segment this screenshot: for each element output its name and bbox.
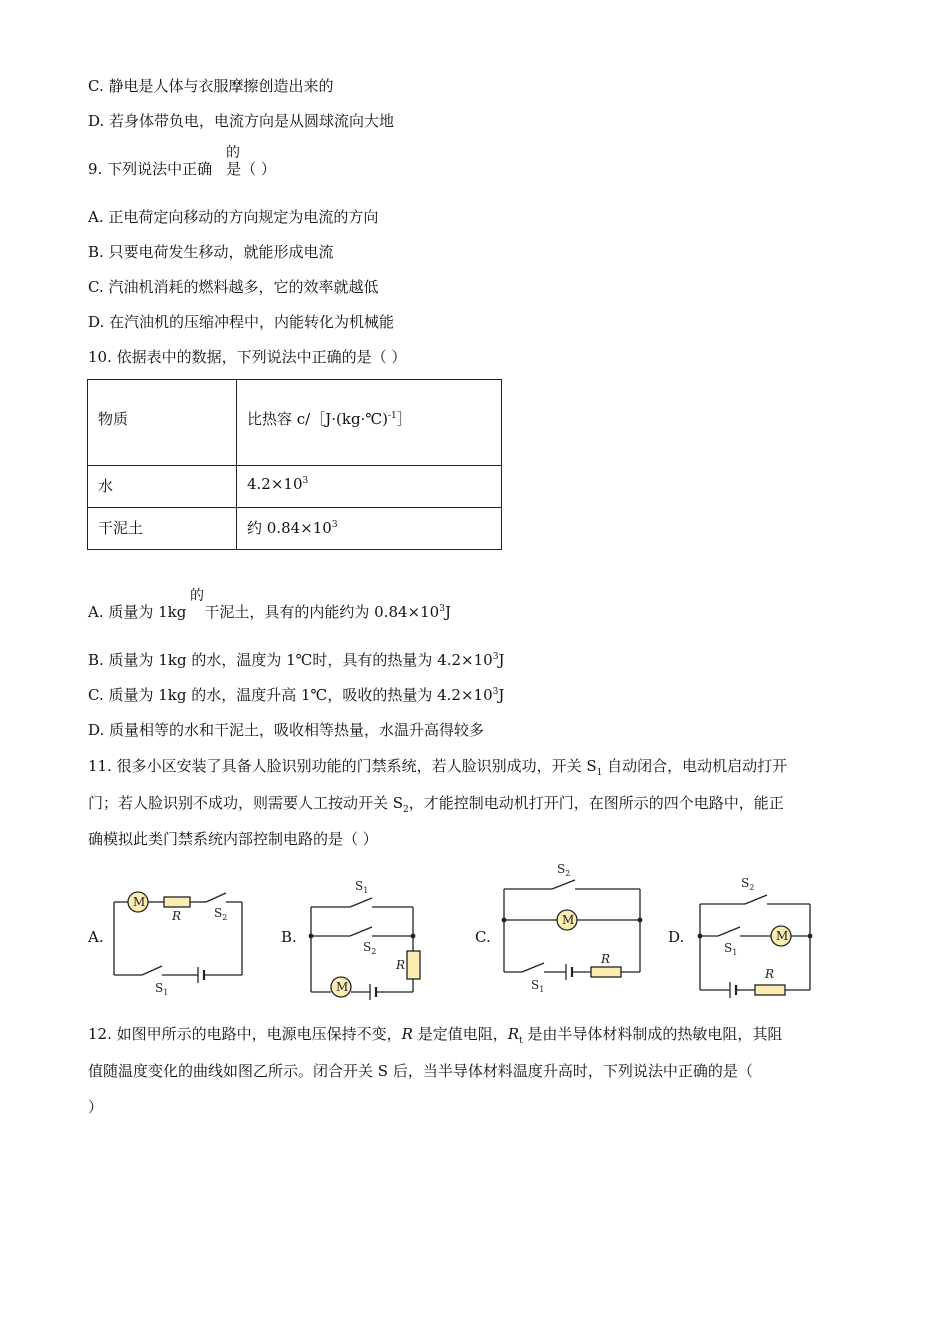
motor-label: M	[133, 895, 146, 909]
junction-dot	[808, 934, 813, 939]
stem-text: 是由半导体材料制成的热敏电阻，其阻	[522, 1025, 783, 1043]
circuit-c-label: C.	[475, 928, 491, 946]
q12-stem-line-2: 值随温度变化的曲线如图乙所示。闭合开关 S 后，当半导体材料温度升高时，下列说法中正确的是（	[88, 1062, 753, 1080]
q10-option-a	[88, 602, 451, 622]
opt-c-sup: 3	[492, 687, 499, 697]
table-row-soil-name: 干泥土	[88, 508, 237, 550]
circuit-d	[700, 895, 810, 998]
circuit-b-label: B.	[281, 928, 297, 946]
junction-dot	[309, 934, 314, 939]
stem-sub: 1	[596, 768, 603, 778]
circuit-c	[504, 880, 640, 980]
resistor-label: R	[765, 967, 775, 981]
header-text: 比热容 c/［J·(kg·℃)	[247, 410, 388, 428]
stem-rt: R	[507, 1025, 520, 1043]
stem-text: 是定值电阻，	[412, 1025, 508, 1043]
q11-stem-line-3: 确模拟此类门禁系统内部控制电路的是（ ）	[88, 830, 378, 848]
resistor-label: R	[172, 909, 182, 923]
resistor-label: R	[396, 958, 406, 972]
table-header-specific-heat	[237, 380, 502, 466]
q9-stem-text-a: 9. 下列说法中正确	[88, 160, 213, 178]
switch-label: $S_2$	[557, 862, 571, 878]
stem-r: R	[401, 1025, 413, 1043]
opt-c-pre: C. 质量为 1kg 的水，温度升高 1℃，吸收的热量为 4.2×10	[88, 686, 493, 704]
q9-floating-char: 的	[226, 145, 240, 161]
opt-b-pre: B. 质量为 1kg 的水，温度为 1℃时，具有的热量为 4.2×10	[88, 651, 493, 669]
q8-option-c: C. 静电是人体与衣服摩擦创造出来的	[88, 77, 334, 95]
q8-option-d: D. 若身体带负电，电流方向是从圆球流向大地	[88, 112, 395, 130]
q10-stem: 10. 依据表中的数据，下列说法中正确的是（ ）	[88, 348, 407, 366]
switch-label: $S_1$	[531, 978, 545, 994]
switch-label: $S_1$	[355, 879, 369, 895]
circuit-a-label: A.	[88, 928, 104, 946]
motor-label: M	[562, 913, 575, 927]
stem-sub: 2	[403, 805, 409, 815]
stem-text: 门；若人脸识别不成功，则需要人工按动开关 S	[88, 794, 404, 812]
opt-a-sup: 3	[439, 604, 445, 614]
q10-floating-char: 的	[190, 588, 204, 604]
q11-stem-line-1	[88, 756, 787, 776]
q11-stem-line-2	[88, 793, 784, 813]
value-text: 约 0.84×10	[247, 519, 332, 537]
value-text: 4.2×10	[247, 475, 303, 493]
table-row-soil-value	[237, 508, 502, 550]
opt-b-sup: 3	[492, 652, 499, 662]
q12-stem-line-3: ）	[88, 1098, 104, 1116]
q10-option-d: D. 质量相等的水和干泥土，吸收相等热量，水温升高得较多	[88, 721, 485, 739]
q9-option-d: D. 在汽油机的压缩冲程中，内能转化为机械能	[88, 313, 395, 331]
table-row-water-name: 水	[88, 466, 237, 508]
q12-stem-line-1	[88, 1024, 782, 1044]
switch-label: $S_2$	[214, 906, 228, 922]
opt-a-pre: A. 质量为 1kg	[88, 603, 187, 621]
switch-label: $S_1$	[724, 941, 738, 957]
junction-dot	[502, 918, 507, 923]
junction-dot	[698, 934, 703, 939]
value-sup: 3	[302, 476, 309, 486]
switch-label: $S_1$	[155, 981, 169, 997]
opt-c-post: J	[498, 686, 505, 704]
opt-b-post: J	[498, 651, 505, 669]
junction-dot	[411, 934, 416, 939]
stem-text: 12. 如图甲所示的电路中，电源电压保持不变，	[88, 1025, 402, 1043]
header-close: ］	[396, 410, 412, 428]
motor-label: M	[336, 980, 349, 994]
motor-label: M	[776, 929, 789, 943]
q9-option-b: B. 只要电荷发生移动，就能形成电流	[88, 243, 334, 261]
table-header-substance: 物质	[88, 380, 237, 466]
q9-option-a: A. 正电荷定向移动的方向规定为电流的方向	[88, 208, 379, 226]
opt-a-mid: 干泥土，具有的内能约为 0.84×10	[204, 603, 440, 621]
stem-text: 11. 很多小区安装了具备人脸识别功能的门禁系统，若人脸识别成功，开关 S	[88, 757, 597, 775]
q10-option-c	[88, 685, 504, 705]
q10-option-b	[88, 650, 504, 670]
stem-text: ，才能控制电动机打开门，在图所示的四个电路中，能正	[408, 794, 784, 812]
circuit-d-label: D.	[668, 928, 685, 946]
value-sup: 3	[331, 520, 338, 530]
stem-text: 自动闭合，电动机启动打开	[602, 757, 788, 775]
q9-stem	[88, 159, 276, 179]
circuit-diagrams	[0, 855, 950, 1005]
header-sup: -1	[387, 411, 397, 421]
q9-option-c: C. 汽油机消耗的燃料越多，它的效率就越低	[88, 278, 379, 296]
opt-a-post: J	[444, 603, 451, 621]
switch-label: $S_2$	[363, 940, 377, 956]
stem-rt-sub: t	[519, 1036, 523, 1046]
q9-stem-text-b: 是（ ）	[226, 160, 276, 178]
resistor-label: R	[601, 952, 611, 966]
junction-dot	[638, 918, 643, 923]
switch-label: $S_2$	[741, 876, 755, 892]
specific-heat-table	[87, 379, 502, 550]
table-row-water-value	[237, 466, 502, 508]
